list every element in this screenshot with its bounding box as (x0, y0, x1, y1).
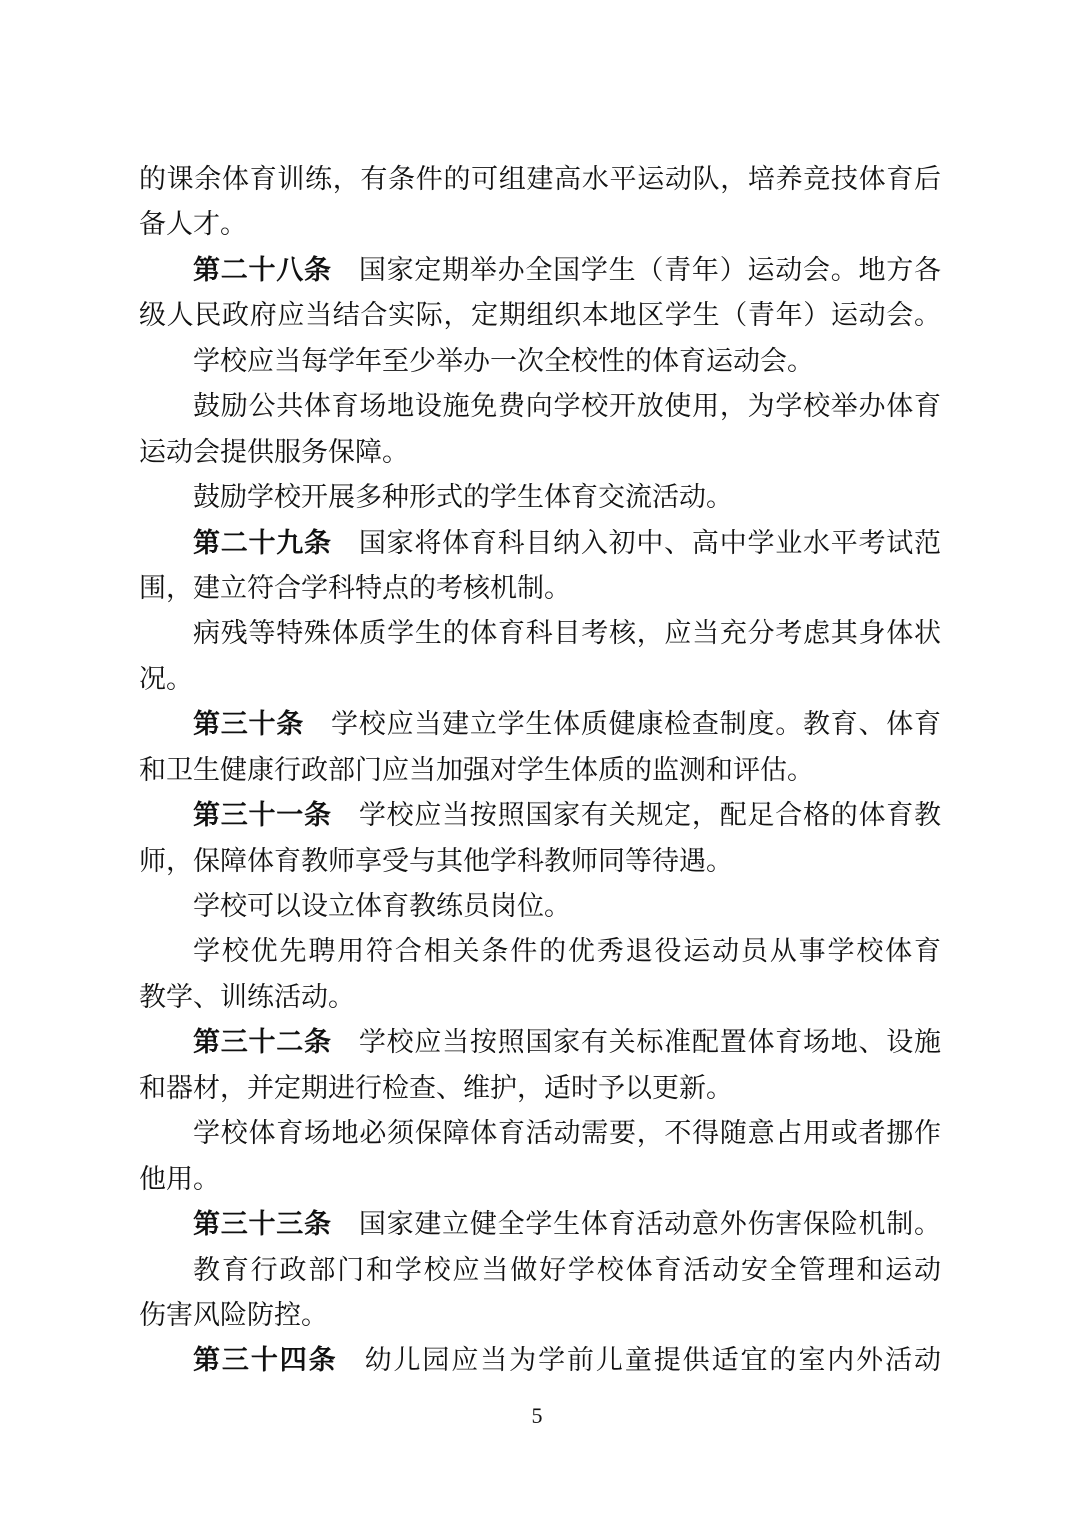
article-line (139, 793, 941, 838)
article-heading: 第二十九条 (193, 527, 332, 559)
article-text: 幼儿园应当为学前儿童提供适宜的室内外活动 (364, 1345, 942, 1377)
article-heading: 第三十四条 (193, 1345, 338, 1377)
article-line (139, 1020, 941, 1065)
article-text: 学校应当按照国家有关规定，配足合格的体育教 (358, 800, 942, 832)
article-text: 学校应当按照国家有关标准配置体育场地、设施 (358, 1027, 942, 1059)
document-body (139, 157, 941, 1384)
article-heading: 第二十八条 (193, 254, 332, 286)
article-text: 国家建立健全学生体育活动意外伤害保险机制。 (358, 1209, 942, 1241)
article-heading: 第三十三条 (193, 1209, 332, 1241)
article-text: 国家定期举办全国学生（青年）运动会。地方各 (358, 254, 942, 286)
text-line: 和卫生健康行政部门应当加强对学生体质的监测和评估。 (139, 754, 814, 786)
paragraph-line: 学校可以设立体育教练员岗位。 (193, 891, 571, 922)
text-line: 伤害风险防控。 (139, 1299, 328, 1331)
article-heading: 第三十一条 (193, 800, 332, 832)
article-text: 学校应当建立学生体质健康检查制度。教育、体育 (331, 709, 942, 741)
paragraph-line: 学校优先聘用符合相关条件的优秀退役运动员从事学校体育 (193, 936, 941, 968)
text-line: 运动会提供服务保障。 (139, 436, 409, 468)
text-line: 围，建立符合学科特点的考核机制。 (139, 572, 571, 604)
article-line (139, 248, 941, 293)
article-heading: 第三十二条 (193, 1027, 332, 1059)
text-line: 和器材，并定期进行检查、维护，适时予以更新。 (139, 1072, 733, 1104)
paragraph-line: 学校应当每学年至少举办一次全校性的体育运动会。 (193, 345, 814, 377)
text-line: 师，保障体育教师享受与其他学科教师同等待遇。 (139, 845, 733, 877)
text-line: 他用。 (139, 1163, 220, 1195)
paragraph-line: 鼓励公共体育场地设施免费向学校开放使用，为学校举办体育 (193, 391, 941, 423)
paragraph-line: 病残等特殊体质学生的体育科目考核，应当充分考虑其身体状 (193, 618, 941, 650)
page-number: 5 (531, 1403, 543, 1428)
article-line (139, 521, 941, 566)
article-line (139, 702, 941, 747)
paragraph-line: 鼓励学校开展多种形式的学生体育交流活动。 (193, 482, 733, 514)
article-heading: 第三十条 (193, 709, 305, 741)
text-line: 级人民政府应当结合实际，定期组织本地区学生（青年）运动会。 (139, 300, 941, 332)
text-line: 况。 (139, 663, 193, 695)
paragraph-line: 教育行政部门和学校应当做好学校体育活动安全管理和运动 (193, 1254, 941, 1286)
text-line: 备人才。 (139, 209, 247, 241)
article-line (139, 1202, 941, 1247)
text-line: 教学、训练活动。 (139, 981, 355, 1013)
article-line (139, 1338, 941, 1383)
paragraph-line: 学校体育场地必须保障体育活动需要，不得随意占用或者挪作 (193, 1118, 941, 1150)
article-text: 国家将体育科目纳入初中、高中学业水平考试范 (358, 527, 942, 559)
text-line: 的课余体育训练，有条件的可组建高水平运动队，培养竞技体育后 (139, 164, 941, 195)
